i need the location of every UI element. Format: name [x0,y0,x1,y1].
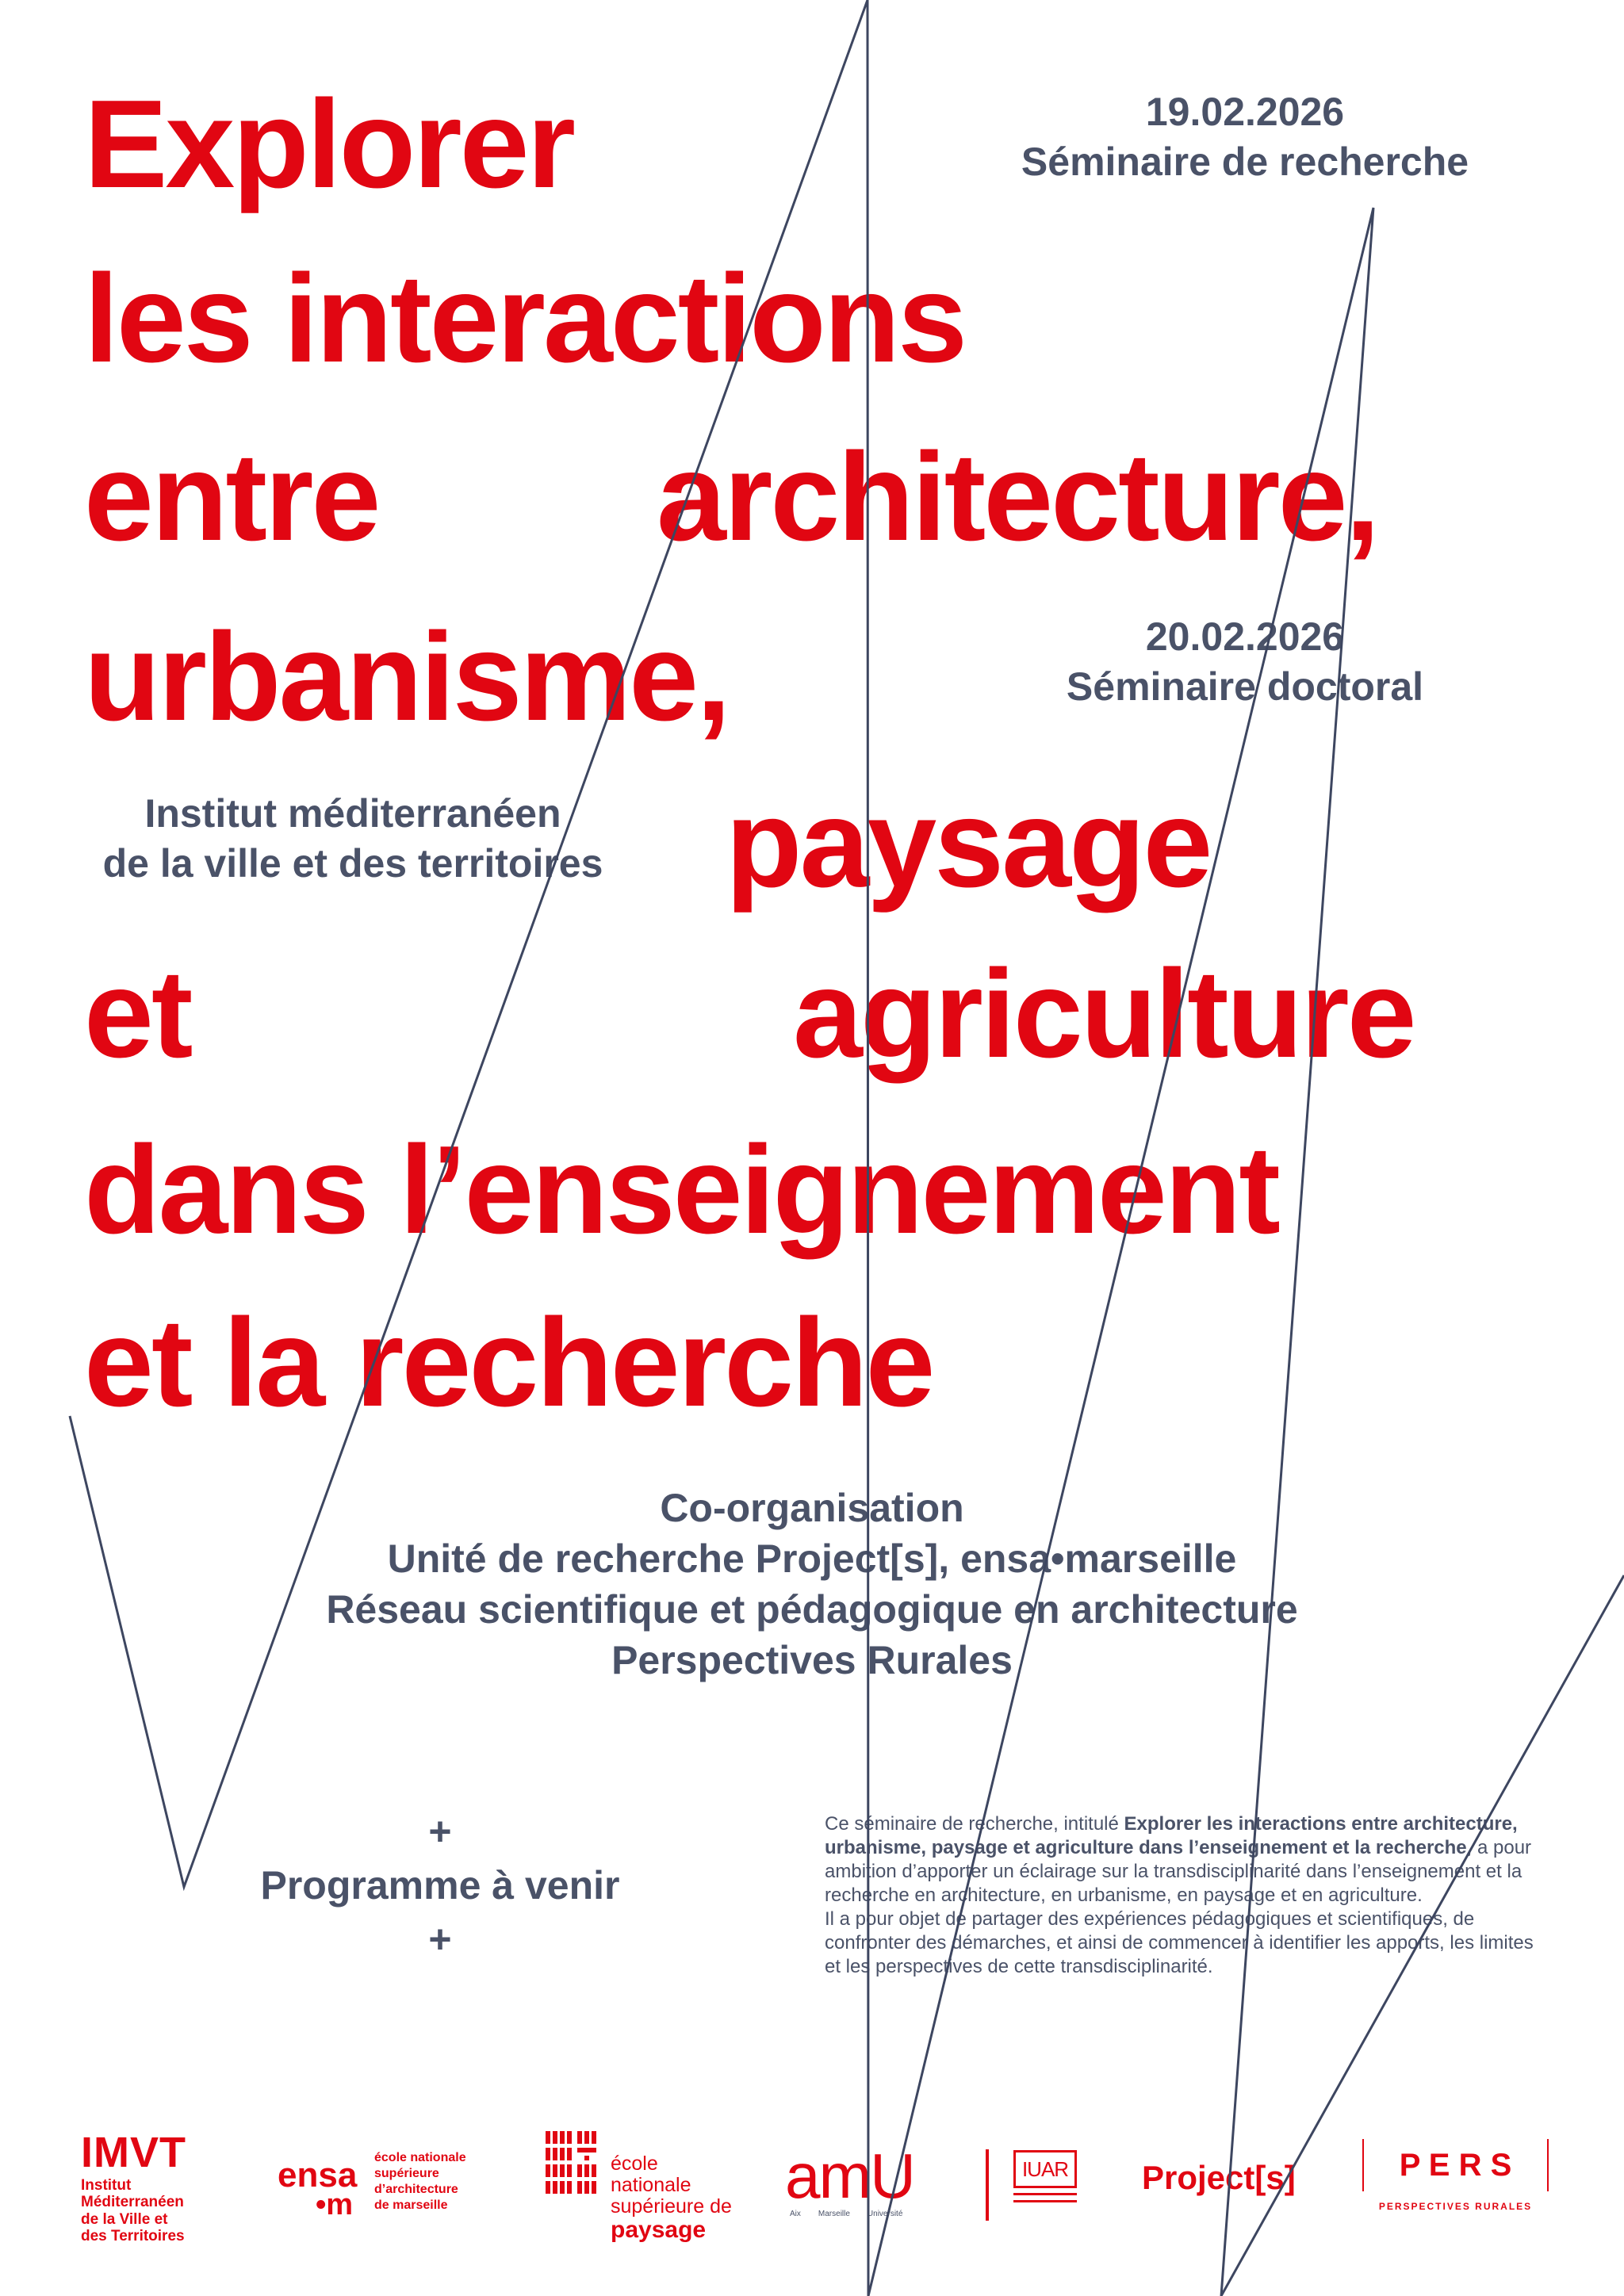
title-line-3-left: entre [84,427,379,567]
title-line-4: urbanisme, [84,607,729,747]
projects-logo: Project[s] [1142,2159,1296,2196]
title-line-1: Explorer [84,75,574,214]
imvt-logo: IMVT Institut Méditerranéen de la Ville et des Territoires [81,2129,186,2244]
title-emphasis: Explorer les interactions entre architecture, urbanisme, paysage et agriculture dans l’enseignement et la recherche [825,1813,1518,1858]
programme-block [202,1804,678,1966]
logo-divider [986,2149,989,2221]
event-date: 19.02.2026 [1145,90,1345,134]
event-doctoral-seminar [975,612,1515,711]
institute-line: de la ville et des territoires [102,840,603,886]
plus-sign: + [428,1917,452,1961]
title-line-6-left: et [84,944,191,1084]
title-line-5: paysage [726,774,1211,913]
co-organisation-line: Unité de recherche Project[s], ensa•marseille [387,1536,1237,1581]
co-organisation [178,1483,1446,1686]
ensa-marseille-logo: ensa •m école nationale supérieure d’architecture de marseille [278,2151,466,2221]
iuar-logo: IUAR [1013,2150,1085,2218]
description-paragraph-2: Il a pour objet de partager des expériences pédagogiques et scientifiques, de confronter des démarches, et ainsi de commencer à identifier les apports, les limites et les perspectives de cette transdisciplinarité. [825,1908,1534,1977]
ensp-logo: école nationale supérieure de paysage [546,2131,744,2226]
title-line-2: les interactions [84,249,966,388]
plus-sign: + [428,1809,452,1854]
pers-logo: P E R S PERSPECTIVES RURALES [1362,2139,1549,2226]
ensp-grid-icon [546,2131,601,2195]
title-line-7: dans l’enseignement [84,1120,1278,1260]
institute-line: Institut méditerranéen [144,791,561,836]
description-paragraph-1: Ce séminaire de recherche, intitulé Explorer les interactions entre architecture, urbanisme, paysage et agriculture dans l’enseignement et la recherche, a pour ambition d’apporter un éclairage sur la transdisciplinarité dans l’enseignement et la recherche en architecture, en urbanisme, en paysage et en agriculture. [825,1813,1532,1906]
co-organisation-line: Perspectives Rurales [611,1638,1013,1682]
event-label: Séminaire doctoral [1066,664,1424,709]
event-research-seminar [975,87,1515,186]
seminar-description [825,1812,1543,1979]
event-date: 20.02.2026 [1145,614,1345,659]
title-line-3-right: architecture, [657,427,1378,567]
amu-logo: amU Aix Marseille Université [785,2141,914,2218]
co-organisation-heading: Co-organisation [660,1486,964,1530]
programme-label: Programme à venir [260,1863,620,1908]
institute-name [48,789,658,888]
event-label: Séminaire de recherche [1021,139,1469,184]
title-line-6-right: agriculture [793,944,1415,1084]
co-organisation-line: Réseau scientifique et pédagogique en architecture [326,1587,1298,1632]
title-line-8: et la recherche [84,1293,933,1433]
